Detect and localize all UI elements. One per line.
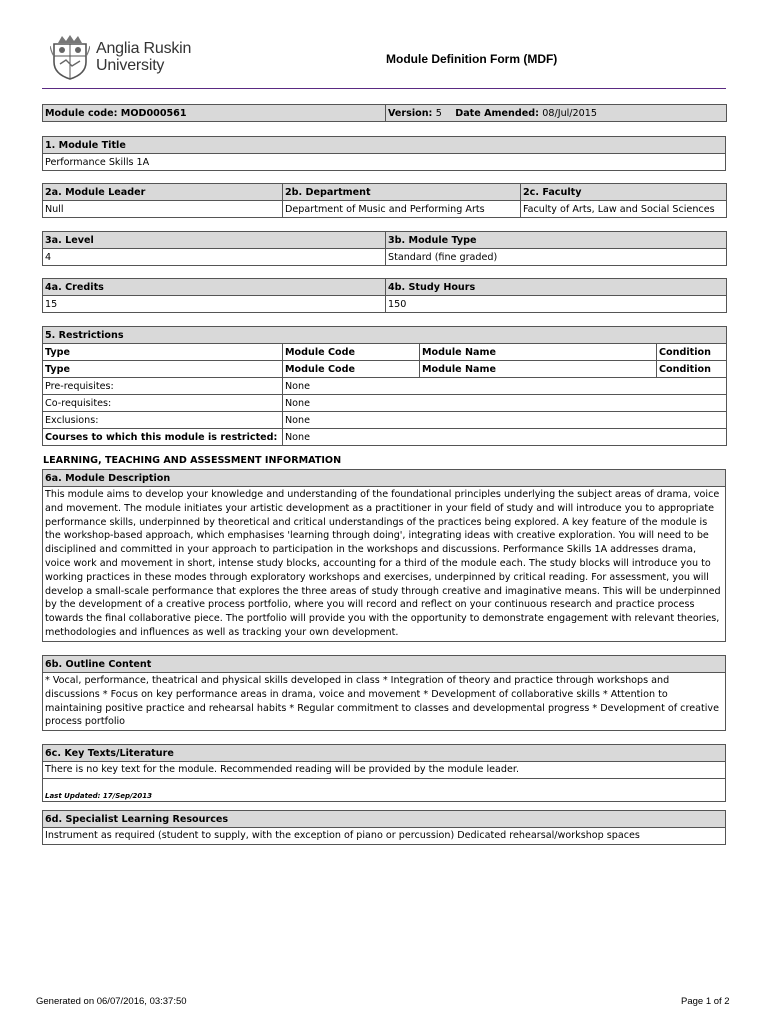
key-texts-text: There is no key text for the module. Recommended reading will be provided by the module leader. xyxy=(43,762,726,779)
restrictions-table xyxy=(42,326,727,446)
key-texts-table xyxy=(42,744,726,802)
restrictions-col-type: Type xyxy=(43,344,283,361)
restriction-code: None xyxy=(283,429,727,446)
date-amended-label: Date Amended: xyxy=(455,107,539,119)
form-title: Module Definition Form (MDF) xyxy=(386,52,558,66)
learning-section-heading: LEARNING, TEACHING AND ASSESSMENT INFORMATION xyxy=(43,455,342,466)
restrictions-heading: 5. Restrictions xyxy=(43,327,727,344)
university-crest-icon xyxy=(50,34,90,80)
restriction-code: None xyxy=(283,412,727,429)
department-value: Department of Music and Performing Arts xyxy=(283,201,521,218)
outline-content-table xyxy=(42,655,726,731)
outline-content-heading: 6b. Outline Content xyxy=(43,656,726,673)
credits-value: 15 xyxy=(43,296,386,313)
level-value: 4 xyxy=(43,249,386,266)
restrictions-col-code: Module Code xyxy=(283,344,420,361)
module-leader-value: Null xyxy=(43,201,283,218)
version-date-cell xyxy=(386,105,727,122)
restriction-type: Courses to which this module is restricted: xyxy=(43,429,283,446)
logo-line-1: Anglia Ruskin xyxy=(96,40,192,57)
restriction-code: None xyxy=(283,378,727,395)
restrictions-col-name: Module Name xyxy=(420,361,657,378)
specialist-resources-heading: 6d. Specialist Learning Resources xyxy=(43,811,726,828)
credits-heading: 4a. Credits xyxy=(43,279,386,296)
level-heading: 3a. Level xyxy=(43,232,386,249)
module-description-text: This module aims to develop your knowledge and understanding of the foundational principles underlying the subject areas of drama, voice and movement. The module initiates your artistic development as a practitioner in your field of study and will introduce you to appropriate performance skills, underpinned by theoretical and critical understandings of the practices being explored. A key feature of the module is the workshop-based approach, which emphasises 'learning through doing', integrating ideas with creative exploration. You will need to be disciplined and committed in your approach to participation in the workshops and discussions. Performance Skills 1A addresses drama, voice work and movement in short, intense study blocks, accounting for a third of the module each. The study blocks will introduce you to working practices in these modes through exploratory workshops and exercises, underpinned by critical reading. For assessment, you will develop a small-scale performance that explores the three areas of study through creative and imaginative means. This will be underpinned by the development of a creative process portfolio, where you will record and reflect on your continuous research and practice process towards the final collaborative piece. The portfolio will provide you with the opportunity to demonstrate engagement with relevant theories, methodologies and influences as well as tracking your own development. xyxy=(43,487,726,642)
logo-line-2: University xyxy=(96,57,165,74)
version-value: 5 xyxy=(435,107,442,119)
specialist-resources-text: Instrument as required (student to supply, with the exception of piano or percussion) Dedicated rehearsal/workshop spaces xyxy=(43,828,726,845)
section-2-table xyxy=(42,183,727,218)
module-description-heading: 6a. Module Description xyxy=(43,470,726,487)
last-updated: Last Updated: 17/Sep/2013 xyxy=(43,778,726,801)
key-texts-heading: 6c. Key Texts/Literature xyxy=(43,745,726,762)
module-meta-table xyxy=(42,104,727,122)
university-logo xyxy=(50,34,191,80)
header-rule xyxy=(42,88,726,89)
faculty-heading: 2c. Faculty xyxy=(521,184,727,201)
study-hours-value: 150 xyxy=(386,296,727,313)
restrictions-col-name: Module Name xyxy=(420,344,657,361)
restriction-type: Co-requisites: xyxy=(43,395,283,412)
study-hours-heading: 4b. Study Hours xyxy=(386,279,727,296)
module-title-table xyxy=(42,136,726,171)
restriction-type: Pre-requisites: xyxy=(43,378,283,395)
module-description-table xyxy=(42,469,726,642)
restrictions-col-condition: Condition xyxy=(657,361,727,378)
department-heading: 2b. Department xyxy=(283,184,521,201)
module-leader-heading: 2a. Module Leader xyxy=(43,184,283,201)
module-title-value: Performance Skills 1A xyxy=(43,154,726,171)
version-label: Version: xyxy=(388,107,433,119)
restrictions-col-code: Module Code xyxy=(283,361,420,378)
restrictions-col-type: Type xyxy=(43,361,283,378)
restrictions-col-condition: Condition xyxy=(657,344,727,361)
section-4-table xyxy=(42,278,727,313)
module-type-heading: 3b. Module Type xyxy=(386,232,727,249)
page-number: Page 1 of 2 xyxy=(681,996,730,1007)
restriction-type: Exclusions: xyxy=(43,412,283,429)
module-title-heading: 1. Module Title xyxy=(43,137,726,154)
module-type-value: Standard (fine graded) xyxy=(386,249,727,266)
module-code: Module code: MOD000561 xyxy=(43,105,386,122)
generated-timestamp: Generated on 06/07/2016, 03:37:50 xyxy=(36,996,187,1007)
restriction-code: None xyxy=(283,395,727,412)
outline-content-text: * Vocal, performance, theatrical and physical skills developed in class * Integration of theory and practice through workshops and discussions * Focus on key performance areas in drama, voice and movement * Development of collaborative skills * Attention to maintaining positive practice and rehearsal habits * Regular commitment to classes and developmental progress * Development of creative process portfolio xyxy=(43,673,726,731)
section-3-table xyxy=(42,231,727,266)
specialist-resources-table xyxy=(42,810,726,845)
date-amended-value: 08/Jul/2015 xyxy=(542,107,597,119)
faculty-value: Faculty of Arts, Law and Social Sciences xyxy=(521,201,727,218)
